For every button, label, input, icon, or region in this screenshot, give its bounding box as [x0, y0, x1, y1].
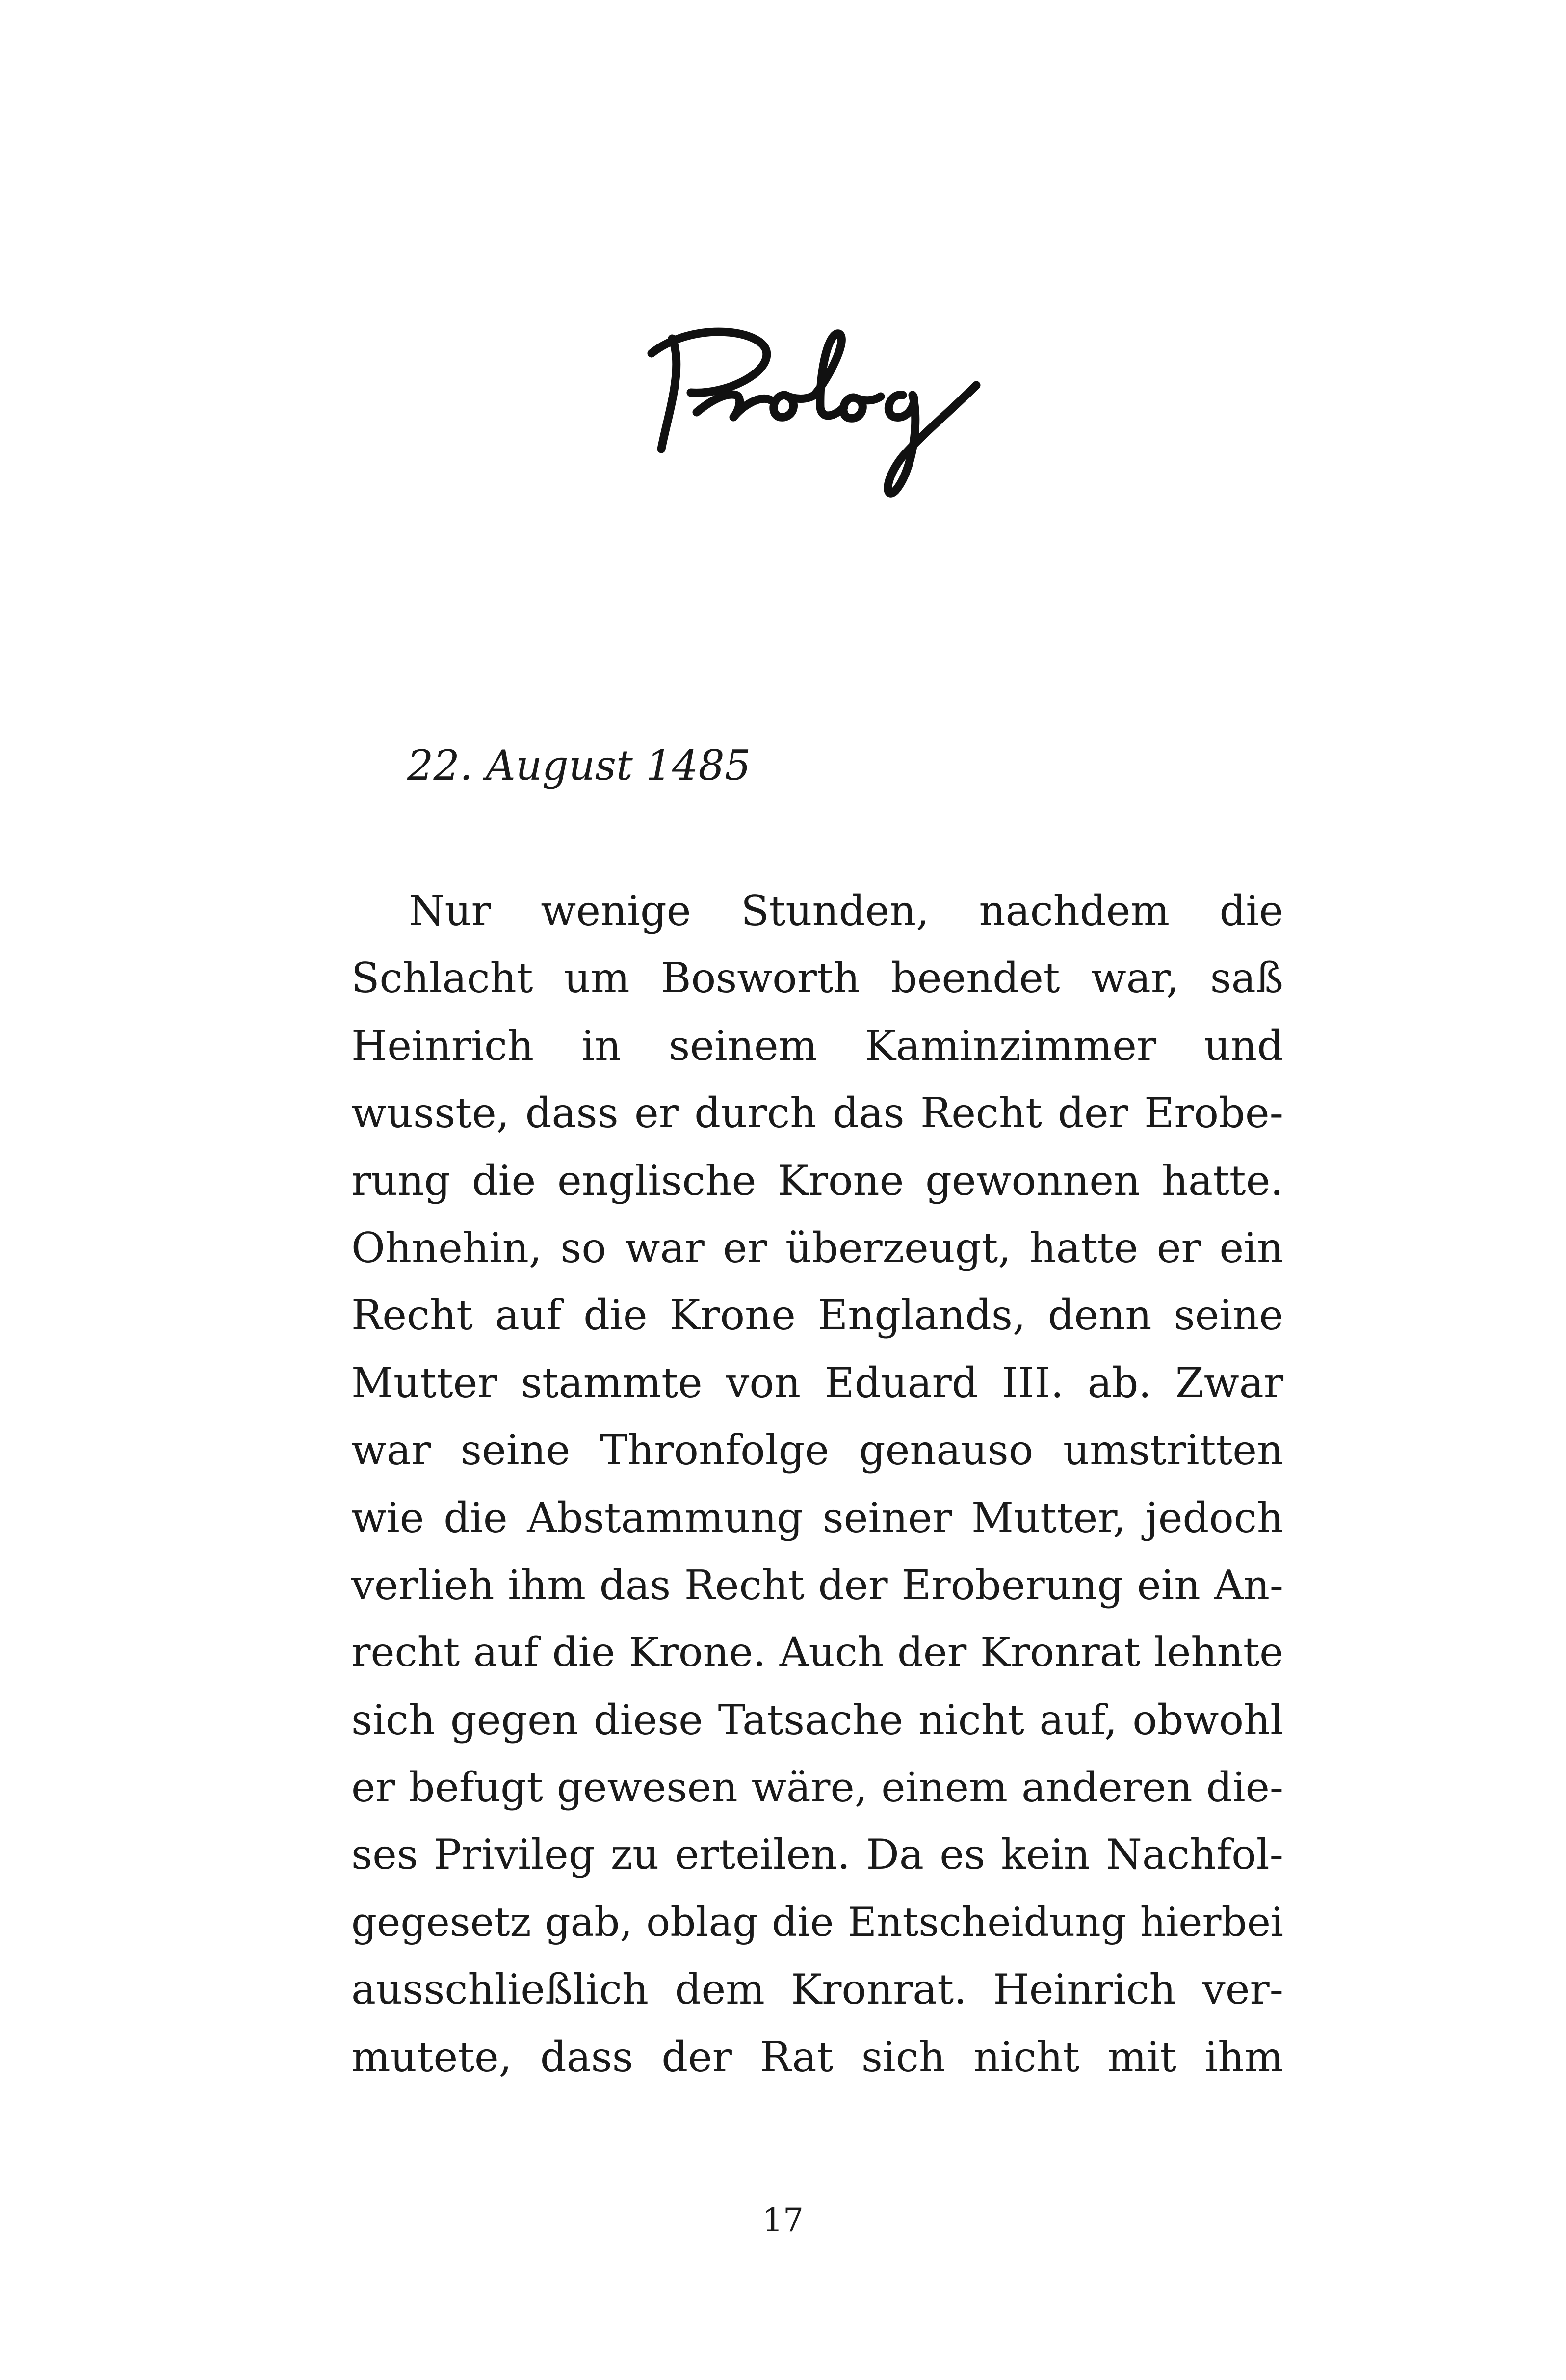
text-line: ses Privileg zu erteilen. Da es kein Nachfol-: [351, 1830, 1283, 1879]
text-line: sich gegen diese Tatsache nicht auf, obwohl: [351, 1695, 1283, 1744]
title-letter-p-stem: [661, 339, 677, 449]
text-line: rung die englische Krone gewonnen hatte.: [351, 1156, 1283, 1205]
text-line: Schlacht um Bosworth beendet war, saß: [351, 954, 1283, 1003]
body-paragraph: [351, 877, 1283, 2091]
title-letter-o1: [774, 395, 814, 417]
text-line: Recht auf die Krone Englands, denn seine: [351, 1291, 1283, 1340]
text-line: recht auf die Krone. Auch der Kronrat lehnte: [351, 1629, 1283, 1676]
text-line: ausschließlich dem Kronrat. Heinrich ver-: [351, 1965, 1283, 2014]
date-heading: 22. August 1485: [407, 741, 751, 790]
text-line: er befugt gewesen wäre, einem anderen die-: [351, 1764, 1283, 1812]
title-letter-r: [697, 395, 770, 417]
text-line: gegesetz gab, oblag die Entscheidung hierbei: [351, 1899, 1283, 1946]
text-line: wusste, dass er durch das Recht der Erobe-: [351, 1089, 1283, 1137]
title-letter-l: [814, 334, 844, 416]
text-line: Ohnehin, so war er überzeugt, hatte er ein: [351, 1223, 1283, 1272]
title-letter-o2: [843, 397, 881, 418]
text-line: Mutter stammte von Eduard III. ab. Zwar: [351, 1358, 1283, 1407]
text-line: mutete, dass der Rat sich nicht mit ihm: [351, 2033, 1283, 2081]
text-line: wie die Abstammung seiner Mutter, jedoch: [351, 1493, 1283, 1542]
text-line: verlieh ihm das Recht der Eroberung ein An-: [351, 1561, 1283, 1609]
page-number: 17: [762, 2201, 804, 2239]
text-line: war seine Thronfolge genauso umstritten: [351, 1426, 1283, 1475]
title-letter-g: [888, 385, 976, 493]
text-line: Heinrich in seinem Kaminzimmer und: [351, 1021, 1283, 1070]
chapter-title-script: [638, 294, 991, 501]
title-letter-p-bowl: [652, 332, 767, 393]
text-line: Nur wenige Stunden, nachdem die: [409, 887, 1283, 935]
